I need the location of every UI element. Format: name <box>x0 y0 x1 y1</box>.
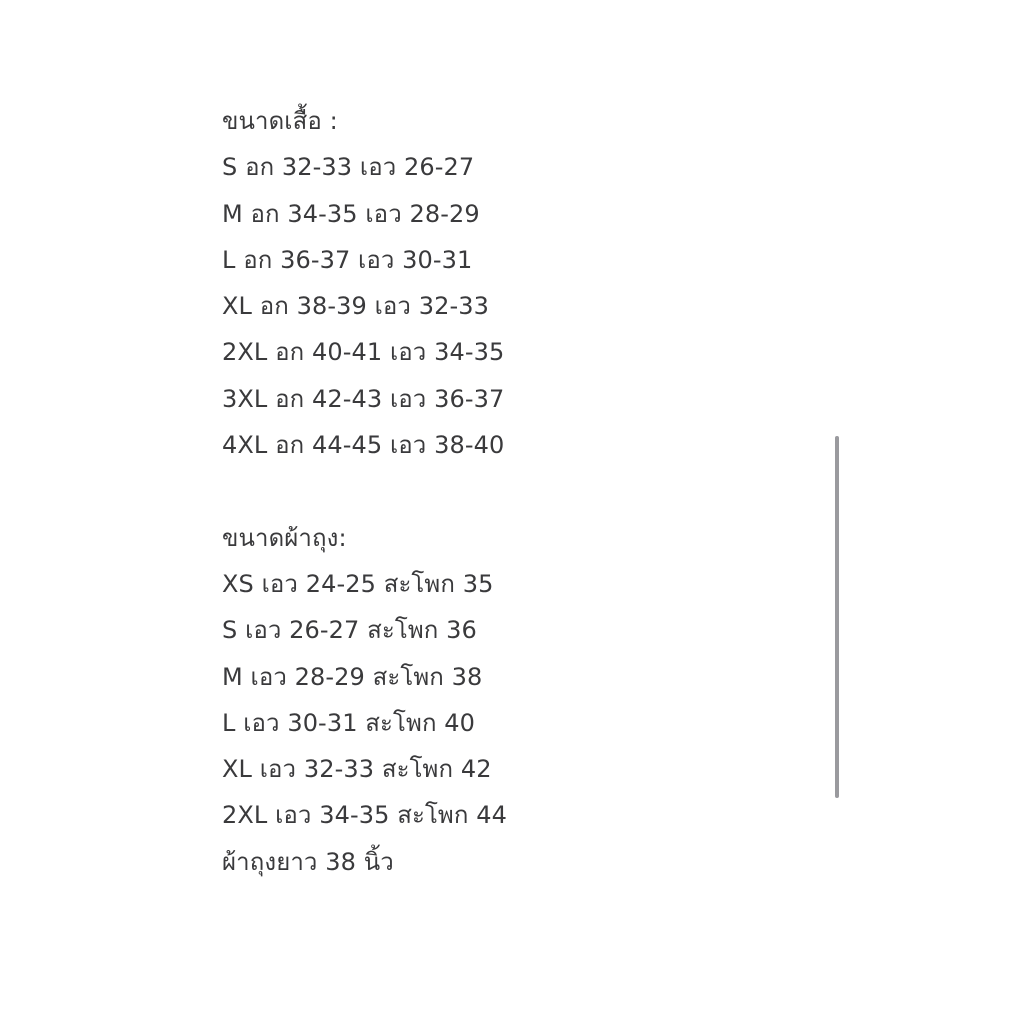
pants-size-line: L เอว 30-31 สะโพก 40 <box>222 708 476 737</box>
pants-size-header: ขนาดผ้าถุง: <box>222 523 347 552</box>
pants-size-section <box>222 515 802 885</box>
shirt-size-line: XL อก 38-39 เอว 32-33 <box>222 292 489 321</box>
shirt-size-line: 2XL อก 40-41 เอว 34-35 <box>222 338 505 367</box>
pants-size-line: M เอว 28-29 สะโพก 38 <box>222 662 483 691</box>
pants-size-line: 2XL เอว 34-35 สะโพก 44 <box>222 801 507 830</box>
shirt-size-line: 4XL อก 44-45 เอว 38-40 <box>222 431 505 460</box>
shirt-size-line: L อก 36-37 เอว 30-31 <box>222 245 473 274</box>
size-chart-note[interactable] <box>222 98 802 885</box>
pants-size-line: XS เอว 24-25 สะโพก 35 <box>222 569 494 598</box>
shirt-size-line: S อก 32-33 เอว 26-27 <box>222 153 475 182</box>
shirt-size-header: ขนาดเสื้อ : <box>222 107 338 135</box>
section-spacer <box>222 468 802 514</box>
shirt-size-line: 3XL อก 42-43 เอว 36-37 <box>222 384 505 413</box>
pants-size-line: XL เอว 32-33 สะโพก 42 <box>222 755 492 784</box>
vertical-scrollbar-thumb[interactable] <box>835 436 839 798</box>
pants-size-line: S เอว 26-27 สะโพก 36 <box>222 616 477 645</box>
pants-length-line: ผ้าถุงยาว 38 นิ้ว <box>222 847 394 876</box>
shirt-size-line: M อก 34-35 เอว 28-29 <box>222 199 480 228</box>
shirt-size-section <box>222 98 802 468</box>
